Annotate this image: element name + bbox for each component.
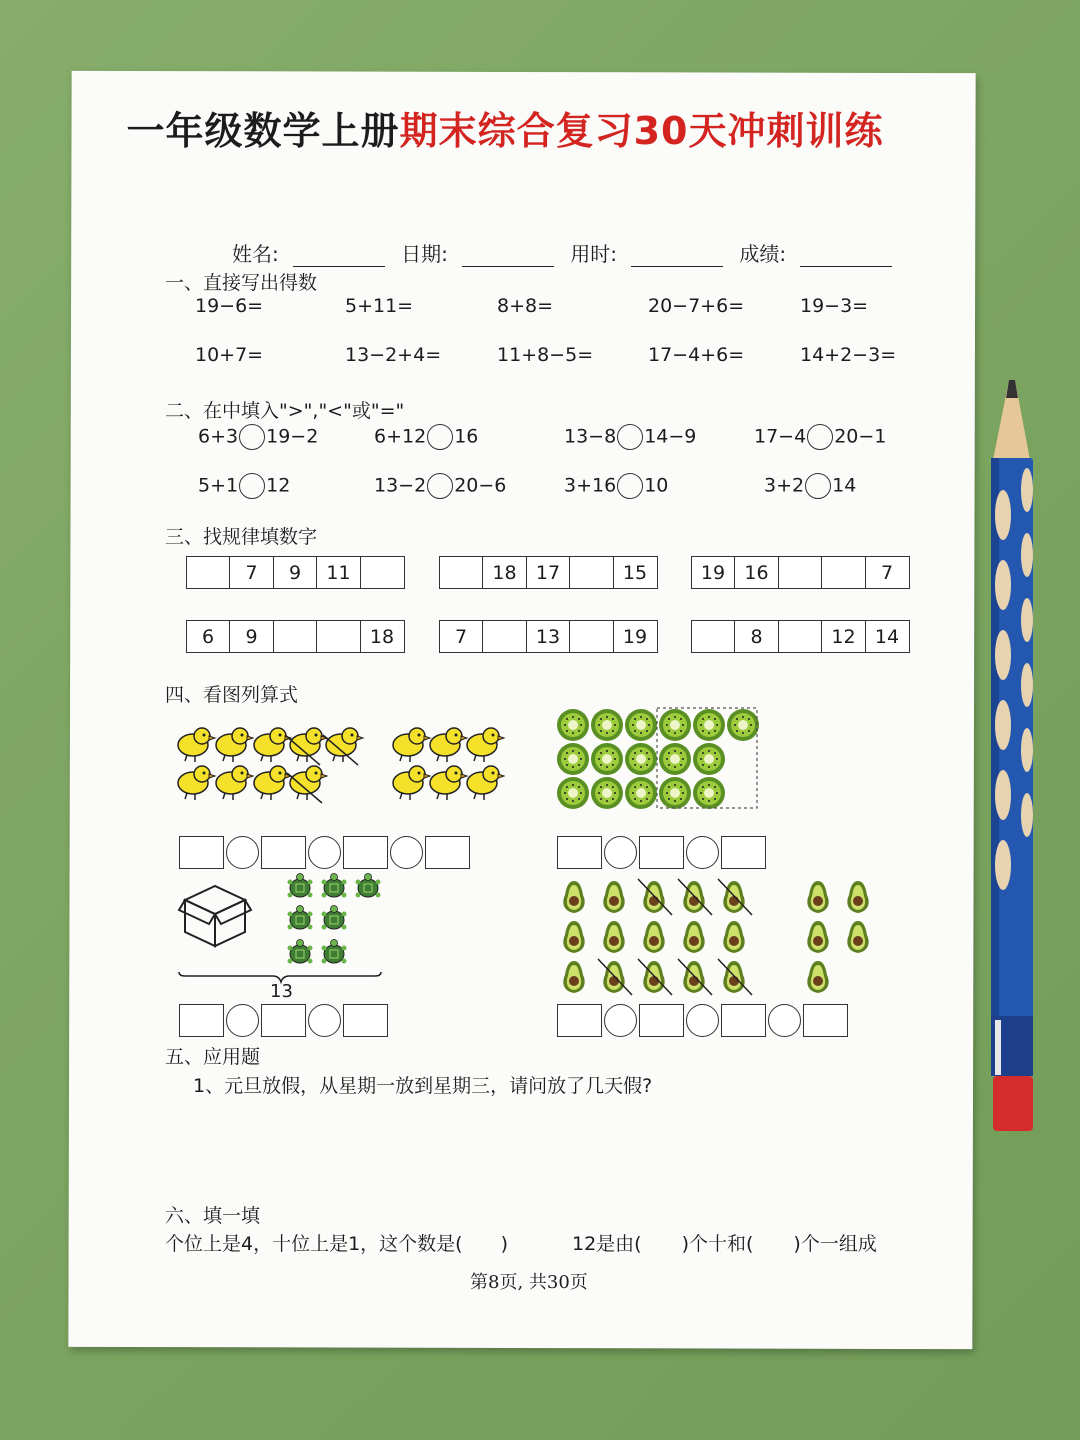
pattern-row (692, 556, 910, 589)
date-label: 日期: (401, 242, 448, 266)
chick-group-left (178, 728, 363, 803)
s1-eq: 17−4+6= (648, 344, 745, 366)
answer-circle[interactable] (308, 1004, 341, 1037)
compare-right: 20−6 (454, 474, 507, 497)
compare-item (198, 473, 290, 499)
s1-eq: 11+8−5= (497, 344, 594, 366)
answer-circle[interactable] (686, 836, 719, 869)
pattern-cell[interactable] (186, 556, 231, 589)
s1-eq: 8+8= (497, 295, 554, 317)
answer-row-turtles (179, 1004, 390, 1037)
compare-circle[interactable] (805, 473, 831, 499)
pattern-cell[interactable]: 16 (734, 556, 779, 589)
answer-box[interactable] (425, 836, 470, 869)
avocado-group-left (563, 879, 752, 995)
compare-item (764, 473, 856, 499)
s1-eq: 19−3= (800, 295, 869, 317)
fill-q2-text-b: )个十和( (681, 1233, 754, 1255)
compare-left: 3+2 (764, 474, 805, 497)
compare-item (564, 424, 696, 450)
answer-box[interactable] (343, 836, 388, 869)
compare-right: 16 (454, 425, 479, 448)
fill-q2-text-a: 12是由( (572, 1233, 642, 1255)
pattern-cell[interactable]: 15 (613, 556, 658, 589)
student-info-line (232, 238, 902, 267)
compare-circle[interactable] (427, 473, 453, 499)
pattern-cell[interactable]: 9 (273, 556, 318, 589)
pattern-cell[interactable] (569, 620, 614, 653)
compare-right: 19−2 (266, 425, 319, 448)
pattern-row (440, 556, 658, 589)
answer-circle[interactable] (686, 1004, 719, 1037)
kiwi-grid (557, 709, 759, 809)
chick-picture (175, 725, 515, 810)
pencil-eraser (993, 1076, 1033, 1131)
answer-box[interactable] (639, 1004, 684, 1037)
answer-row-chicks (179, 836, 472, 869)
pattern-cell[interactable] (691, 620, 736, 653)
compare-left: 13−2 (374, 474, 427, 497)
pattern-cell[interactable]: 6 (186, 620, 231, 653)
compare-right: 20−1 (834, 425, 887, 448)
date-blank[interactable] (462, 248, 554, 267)
answer-circle[interactable] (308, 836, 341, 869)
compare-circle[interactable] (617, 424, 643, 450)
pattern-cell[interactable]: 7 (229, 556, 274, 589)
chick-group-right (393, 728, 504, 800)
answer-box[interactable] (179, 836, 224, 869)
compare-item (374, 424, 478, 450)
avocado-picture (560, 875, 880, 1000)
compare-circle[interactable] (239, 473, 265, 499)
pattern-row (440, 620, 658, 653)
fill-in-question-2 (572, 1229, 877, 1256)
s1-eq: 19−6= (195, 295, 264, 317)
compare-left: 13−8 (564, 425, 617, 448)
compare-item (564, 473, 668, 499)
fill-in-question-1 (165, 1229, 508, 1256)
answer-box[interactable] (261, 836, 306, 869)
page-number: 第8页, 共30页 (470, 1272, 588, 1293)
fill-q1-text: 个位上是4，十位上是1，这个数是( (165, 1233, 463, 1255)
compare-right: 14−9 (644, 425, 697, 448)
compare-item (374, 473, 506, 499)
compare-left: 3+16 (564, 474, 617, 497)
pattern-cell[interactable]: 13 (526, 620, 571, 653)
pattern-cell[interactable] (569, 556, 614, 589)
section-3-heading: 三、找规律填数字 (165, 526, 318, 548)
pattern-cell[interactable]: 8 (734, 620, 779, 653)
s1-eq: 5+11= (345, 295, 414, 317)
s1-eq: 20−7+6= (648, 295, 745, 317)
pattern-cell[interactable]: 12 (821, 620, 866, 653)
brace-total-label: 13 (270, 981, 293, 1002)
turtle-group (288, 874, 381, 964)
answer-circle[interactable] (768, 1004, 801, 1037)
answer-box[interactable] (343, 1004, 388, 1037)
pattern-cell[interactable] (482, 620, 527, 653)
section-4-heading: 四、看图列算式 (165, 684, 299, 706)
pattern-cell[interactable]: 17 (526, 556, 571, 589)
pattern-cell[interactable] (778, 620, 823, 653)
s1-eq: 14+2−3= (800, 344, 897, 366)
title-red-part: 期末综合复习30天冲刺训练 (399, 109, 884, 153)
fill-q2-text-c: )个一组成 (793, 1233, 877, 1255)
s1-eq: 10+7= (195, 344, 264, 366)
answer-box[interactable] (557, 836, 602, 869)
answer-circle[interactable] (226, 836, 259, 869)
answer-circle[interactable] (604, 836, 637, 869)
compare-left: 17−4 (754, 425, 807, 448)
compare-left: 6+12 (374, 425, 427, 448)
compare-right: 12 (266, 474, 291, 497)
time-label: 用时: (570, 242, 617, 266)
box-turtle-picture (175, 872, 390, 987)
section-2-heading: 二、在中填入">","<"或"=" (165, 400, 405, 422)
pattern-cell[interactable] (360, 556, 405, 589)
pattern-cell[interactable] (439, 556, 484, 589)
answer-row-avocados (557, 1004, 850, 1037)
s1-eq: 13−2+4= (345, 344, 442, 366)
answer-box[interactable] (721, 836, 766, 869)
pattern-row (187, 620, 405, 653)
kiwi-picture (555, 707, 765, 812)
pattern-cell[interactable] (273, 620, 318, 653)
score-label: 成绩: (739, 242, 787, 266)
pattern-row (692, 620, 910, 653)
pattern-cell[interactable]: 7 (439, 620, 484, 653)
pattern-cell[interactable]: 18 (360, 620, 405, 653)
section-5-heading: 五、应用题 (165, 1046, 261, 1068)
compare-right: 14 (832, 474, 857, 497)
compare-circle[interactable] (239, 424, 265, 450)
compare-circle[interactable] (807, 424, 833, 450)
pattern-cell[interactable]: 19 (613, 620, 658, 653)
pattern-cell[interactable]: 18 (482, 556, 527, 589)
worksheet-title (105, 100, 905, 155)
answer-box[interactable] (557, 1004, 602, 1037)
title-black-part: 一年级数学上册 (126, 109, 400, 153)
compare-left: 6+3 (198, 425, 239, 448)
answer-box[interactable] (639, 836, 684, 869)
answer-circle[interactable] (604, 1004, 637, 1037)
compare-circle[interactable] (617, 473, 643, 499)
compare-item (754, 424, 886, 450)
word-problem-1: 1、元旦放假，从星期一放到星期三，请问放了几天假? (193, 1075, 653, 1097)
compare-left: 5+1 (198, 474, 239, 497)
section-6-heading: 六、填一填 (165, 1205, 261, 1227)
box-icon (179, 886, 251, 946)
compare-right: 10 (644, 474, 669, 497)
name-label: 姓名: (232, 242, 279, 266)
compare-item (198, 424, 318, 450)
pattern-cell[interactable]: 11 (316, 556, 361, 589)
name-blank[interactable] (293, 248, 385, 267)
pattern-cell[interactable]: 14 (865, 620, 910, 653)
answer-box[interactable] (721, 1004, 766, 1037)
answer-circle[interactable] (226, 1004, 259, 1037)
pattern-cell[interactable] (821, 556, 866, 589)
pattern-cell[interactable]: 9 (229, 620, 274, 653)
answer-box[interactable] (179, 1004, 224, 1037)
compare-circle[interactable] (427, 424, 453, 450)
answer-circle[interactable] (390, 836, 423, 869)
fill-q1-close: ) (500, 1233, 509, 1255)
pencil-image (985, 380, 1045, 1150)
pattern-cell[interactable] (316, 620, 361, 653)
avocado-group-right (807, 881, 868, 993)
pattern-cell[interactable]: 7 (865, 556, 910, 589)
pattern-cell[interactable] (778, 556, 823, 589)
answer-box[interactable] (261, 1004, 306, 1037)
answer-box[interactable] (803, 1004, 848, 1037)
pattern-row (187, 556, 405, 589)
answer-row-kiwi (557, 836, 768, 869)
score-blank[interactable] (800, 248, 892, 267)
pattern-cell[interactable]: 19 (691, 556, 736, 589)
time-blank[interactable] (631, 248, 723, 267)
section-1-heading: 一、直接写出得数 (165, 272, 318, 294)
